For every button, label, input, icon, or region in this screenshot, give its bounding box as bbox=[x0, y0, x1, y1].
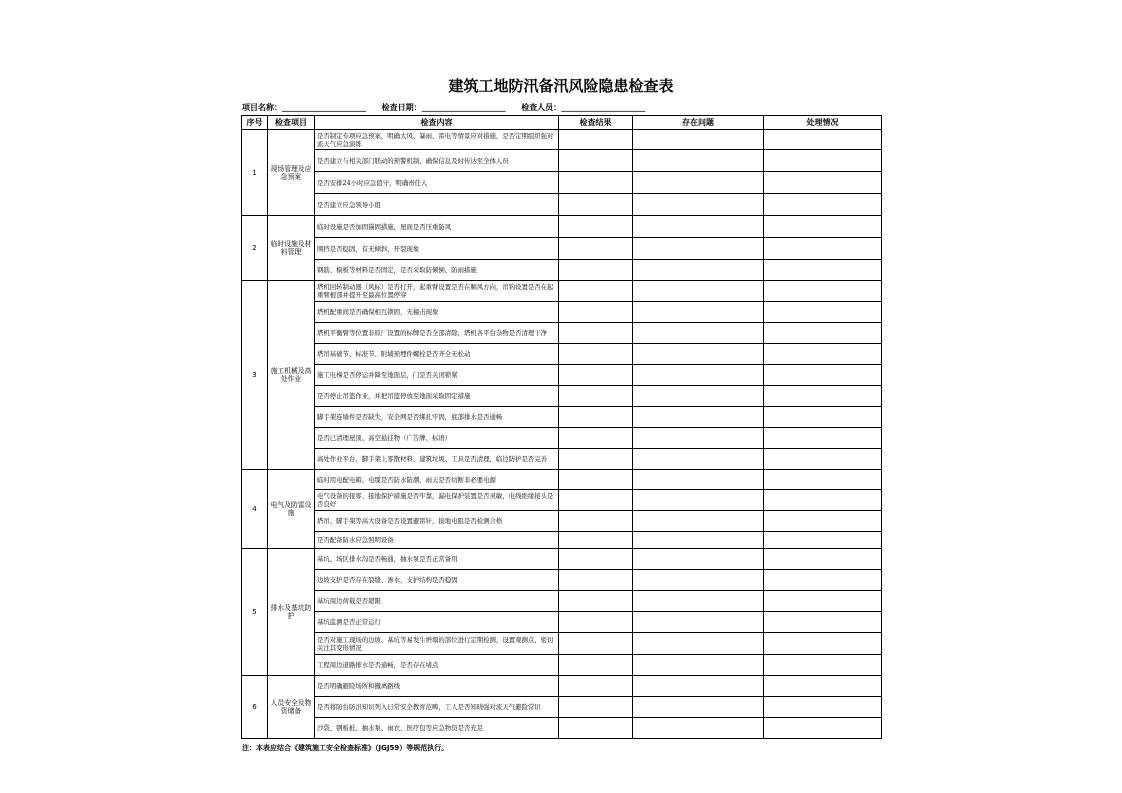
handling-cell[interactable] bbox=[764, 281, 882, 302]
handling-cell[interactable] bbox=[764, 216, 882, 238]
section-number: 6 bbox=[242, 676, 268, 739]
problem-cell[interactable] bbox=[633, 549, 764, 570]
result-cell[interactable] bbox=[559, 407, 633, 428]
problem-cell[interactable] bbox=[633, 281, 764, 302]
handling-cell[interactable] bbox=[764, 570, 882, 591]
header-category: 检查项目 bbox=[268, 116, 315, 130]
check-content: 塔吊、脚手架等高大设备是否设置避雷针，接地电阻是否检测合格 bbox=[315, 511, 559, 532]
problem-cell[interactable] bbox=[633, 655, 764, 676]
check-content: 临时设施是否加固锚固措施，屋面是否压重防风 bbox=[315, 216, 559, 238]
handling-cell[interactable] bbox=[764, 260, 882, 281]
project-name-label: 项目名称： bbox=[242, 103, 282, 112]
handling-cell[interactable] bbox=[764, 697, 882, 718]
section-category: 电气及防雷设施 bbox=[268, 470, 315, 549]
check-content: 高处作业平台、脚手架上零散材料、建筑垃圾、工具是否清理，临边防护是否完善 bbox=[315, 449, 559, 470]
table-row bbox=[242, 549, 882, 570]
handling-cell[interactable] bbox=[764, 511, 882, 532]
table-row bbox=[242, 407, 882, 428]
problem-cell[interactable] bbox=[633, 591, 764, 612]
section-category: 施工机械及高处作业 bbox=[268, 281, 315, 470]
check-content: 边坡支护是否存在裂缝、渗水，支护结构是否稳固 bbox=[315, 570, 559, 591]
check-content: 围挡是否稳固，有无倾斜、开裂现象 bbox=[315, 238, 559, 260]
check-content: 临时用电配电箱、电缆是否防水防潮，雨天是否切断非必要电源 bbox=[315, 470, 559, 490]
table-row bbox=[242, 216, 882, 238]
handling-cell[interactable] bbox=[764, 633, 882, 655]
result-cell[interactable] bbox=[559, 511, 633, 532]
problem-cell[interactable] bbox=[633, 407, 764, 428]
result-cell[interactable] bbox=[559, 532, 633, 549]
table-row bbox=[242, 470, 882, 490]
result-cell[interactable] bbox=[559, 470, 633, 490]
table-row bbox=[242, 591, 882, 612]
table-row bbox=[242, 302, 882, 323]
check-content: 是否已清理屋顶、高空悬挂物（广告牌、标语） bbox=[315, 428, 559, 449]
check-content: 是否建立应急领导小组 bbox=[315, 194, 559, 216]
check-content: 是否配备防水应急照明设备 bbox=[315, 532, 559, 549]
result-cell[interactable] bbox=[559, 365, 633, 386]
problem-cell[interactable] bbox=[633, 511, 764, 532]
problem-cell[interactable] bbox=[633, 150, 764, 172]
check-content: 工程周边道路排水是否通畅，是否存在堵点 bbox=[315, 655, 559, 676]
form-meta-line bbox=[242, 102, 645, 113]
check-content: 塔吊基础节、标准节、附墙预埋件螺栓是否齐全无松动 bbox=[315, 344, 559, 365]
problem-cell[interactable] bbox=[633, 386, 764, 407]
table-row bbox=[242, 365, 882, 386]
problem-cell[interactable] bbox=[633, 490, 764, 511]
footnote: 注：本表应结合《建筑施工安全检查标准》（JGJ59）等规范执行。 bbox=[242, 744, 449, 752]
handling-cell[interactable] bbox=[764, 130, 882, 150]
table-row bbox=[242, 697, 882, 718]
header-content: 检查内容 bbox=[315, 116, 559, 130]
table-row bbox=[242, 172, 882, 194]
check-content: 塔机配重间是否确保相互锁固，无撞击现象 bbox=[315, 302, 559, 323]
problem-cell[interactable] bbox=[633, 302, 764, 323]
table-row bbox=[242, 386, 882, 407]
handling-cell[interactable] bbox=[764, 718, 882, 739]
table-row bbox=[242, 150, 882, 172]
result-cell[interactable] bbox=[559, 386, 633, 407]
problem-cell[interactable] bbox=[633, 470, 764, 490]
section-number: 3 bbox=[242, 281, 268, 470]
result-cell[interactable] bbox=[559, 344, 633, 365]
check-content: 基坑监测是否正常运行 bbox=[315, 612, 559, 633]
section-number: 2 bbox=[242, 216, 268, 281]
table-row bbox=[242, 130, 882, 150]
result-cell[interactable] bbox=[559, 449, 633, 470]
check-content: 基坑周边荷载是否超限 bbox=[315, 591, 559, 612]
problem-cell[interactable] bbox=[633, 130, 764, 150]
result-cell[interactable] bbox=[559, 549, 633, 570]
check-content: 脚手架连墙件是否缺失，安全网是否绑扎牢固，底部排水是否通畅 bbox=[315, 407, 559, 428]
handling-cell[interactable] bbox=[764, 238, 882, 260]
handling-cell[interactable] bbox=[764, 172, 882, 194]
check-content: 塔机平衡臂等位置非原厂设置的标牌是否全部清除，塔机各平台杂物是否清理干净 bbox=[315, 323, 559, 344]
table-row bbox=[242, 570, 882, 591]
problem-cell[interactable] bbox=[633, 697, 764, 718]
problem-cell[interactable] bbox=[633, 633, 764, 655]
problem-cell[interactable] bbox=[633, 428, 764, 449]
result-cell[interactable] bbox=[559, 302, 633, 323]
handling-cell[interactable] bbox=[764, 344, 882, 365]
handling-cell[interactable] bbox=[764, 591, 882, 612]
result-cell[interactable] bbox=[559, 194, 633, 216]
handling-cell[interactable] bbox=[764, 428, 882, 449]
result-cell[interactable] bbox=[559, 281, 633, 302]
inspector-field[interactable]: _____________________ bbox=[561, 103, 646, 112]
problem-cell[interactable] bbox=[633, 676, 764, 697]
table-row bbox=[242, 449, 882, 470]
handling-cell[interactable] bbox=[764, 150, 882, 172]
problem-cell[interactable] bbox=[633, 238, 764, 260]
problem-cell[interactable] bbox=[633, 172, 764, 194]
project-name-field[interactable]: _____________________ bbox=[282, 103, 366, 112]
header-result: 检查结果 bbox=[559, 116, 633, 130]
handling-cell[interactable] bbox=[764, 386, 882, 407]
check-content: 沙袋、钢板桩、抽水泵、雨衣、医疗包等应急物资是否充足 bbox=[315, 718, 559, 739]
problem-cell[interactable] bbox=[633, 323, 764, 344]
result-cell[interactable] bbox=[559, 591, 633, 612]
result-cell[interactable] bbox=[559, 172, 633, 194]
inspection-date-label: 检查日期： bbox=[381, 103, 422, 112]
result-cell[interactable] bbox=[559, 428, 633, 449]
result-cell[interactable] bbox=[559, 633, 633, 655]
result-cell[interactable] bbox=[559, 216, 633, 238]
inspector-label: 检查人员： bbox=[521, 103, 562, 112]
result-cell[interactable] bbox=[559, 490, 633, 511]
section-number: 1 bbox=[242, 130, 268, 216]
handling-cell[interactable] bbox=[764, 549, 882, 570]
header-problem: 存在问题 bbox=[633, 116, 764, 130]
inspection-date-field[interactable]: _____________________ bbox=[421, 103, 506, 112]
result-cell[interactable] bbox=[559, 150, 633, 172]
table-row bbox=[242, 344, 882, 365]
handling-cell[interactable] bbox=[764, 449, 882, 470]
section-category: 临时设施及材料管理 bbox=[268, 216, 315, 281]
section-category: 人员安全及物资储备 bbox=[268, 676, 315, 739]
check-content: 钢筋、模板等材料是否固定，是否采取防倾倒、防雨措施 bbox=[315, 260, 559, 281]
handling-cell[interactable] bbox=[764, 655, 882, 676]
result-cell[interactable] bbox=[559, 718, 633, 739]
handling-cell[interactable] bbox=[764, 612, 882, 633]
header-no: 序号 bbox=[242, 116, 268, 130]
check-content: 是否建立与相关部门联动的预警机制，确保信息及时传达至全体人员 bbox=[315, 150, 559, 172]
check-content: 是否安排24小时应急值守，明确责任人 bbox=[315, 172, 559, 194]
table-row bbox=[242, 612, 882, 633]
table-row bbox=[242, 633, 882, 655]
table-row bbox=[242, 676, 882, 697]
section-number: 5 bbox=[242, 549, 268, 676]
problem-cell[interactable] bbox=[633, 344, 764, 365]
problem-cell[interactable] bbox=[633, 532, 764, 549]
table-row bbox=[242, 238, 882, 260]
table-header-row bbox=[242, 116, 882, 130]
table-row bbox=[242, 490, 882, 511]
check-content: 电气设备的接零、接地保护措施是否牢靠，漏电保护装置是否灵敏，电线绝缘接头是否良好 bbox=[315, 490, 559, 511]
handling-cell[interactable] bbox=[764, 194, 882, 216]
result-cell[interactable] bbox=[559, 238, 633, 260]
problem-cell[interactable] bbox=[633, 570, 764, 591]
check-content: 是否将防台防汛知识列入日常安全教育范畴，工人是否知晓强对流天气避险常识 bbox=[315, 697, 559, 718]
problem-cell[interactable] bbox=[633, 216, 764, 238]
table-row bbox=[242, 532, 882, 549]
result-cell[interactable] bbox=[559, 570, 633, 591]
problem-cell[interactable] bbox=[633, 365, 764, 386]
result-cell[interactable] bbox=[559, 130, 633, 150]
check-content: 是否停止吊篮作业，并把吊篮停放至地面采取固定措施 bbox=[315, 386, 559, 407]
table-row bbox=[242, 281, 882, 302]
result-cell[interactable] bbox=[559, 676, 633, 697]
header-handling: 处理情况 bbox=[764, 116, 882, 130]
table-row bbox=[242, 260, 882, 281]
check-content: 是否制定专项应急预案，明确大风、暴雨、雷电等情景应对措施，是否定期组织强对流天气应急演练 bbox=[315, 130, 559, 150]
table-row bbox=[242, 511, 882, 532]
problem-cell[interactable] bbox=[633, 449, 764, 470]
check-content: 是否明确避险场所和撤离路线 bbox=[315, 676, 559, 697]
problem-cell[interactable] bbox=[633, 260, 764, 281]
handling-cell[interactable] bbox=[764, 532, 882, 549]
result-cell[interactable] bbox=[559, 697, 633, 718]
handling-cell[interactable] bbox=[764, 407, 882, 428]
table-row bbox=[242, 194, 882, 216]
handling-cell[interactable] bbox=[764, 365, 882, 386]
handling-cell[interactable] bbox=[764, 490, 882, 511]
check-content: 基坑、场区排水沟是否畅通，抽水泵是否正常备用 bbox=[315, 549, 559, 570]
section-category: 现场管理及应急预案 bbox=[268, 130, 315, 216]
section-category: 排水及基坑防护 bbox=[268, 549, 315, 676]
result-cell[interactable] bbox=[559, 260, 633, 281]
section-number: 4 bbox=[242, 470, 268, 549]
table-row bbox=[242, 323, 882, 344]
result-cell[interactable] bbox=[559, 323, 633, 344]
check-content: 塔机回转制动器（风标）是否打开，起重臂设置是否在顺风方向，吊钩设置是否在起重臂根部并提升至最高位置停穿 bbox=[315, 281, 559, 302]
check-content: 是否对施工现场的边坡、基坑等易发生坍塌的部位进行定期检测，设置观测点，密切关注其变形情况 bbox=[315, 633, 559, 655]
problem-cell[interactable] bbox=[633, 612, 764, 633]
result-cell[interactable] bbox=[559, 655, 633, 676]
handling-cell[interactable] bbox=[764, 470, 882, 490]
problem-cell[interactable] bbox=[633, 718, 764, 739]
inspection-table bbox=[241, 115, 882, 739]
handling-cell[interactable] bbox=[764, 302, 882, 323]
table-row bbox=[242, 428, 882, 449]
page-title: 建筑工地防汛备汛风险隐患检查表 bbox=[448, 77, 674, 95]
handling-cell[interactable] bbox=[764, 676, 882, 697]
check-content: 施工电梯是否停运并降至地面层，门是否关闭锁紧 bbox=[315, 365, 559, 386]
table-row bbox=[242, 655, 882, 676]
table-row bbox=[242, 718, 882, 739]
handling-cell[interactable] bbox=[764, 323, 882, 344]
result-cell[interactable] bbox=[559, 612, 633, 633]
problem-cell[interactable] bbox=[633, 194, 764, 216]
